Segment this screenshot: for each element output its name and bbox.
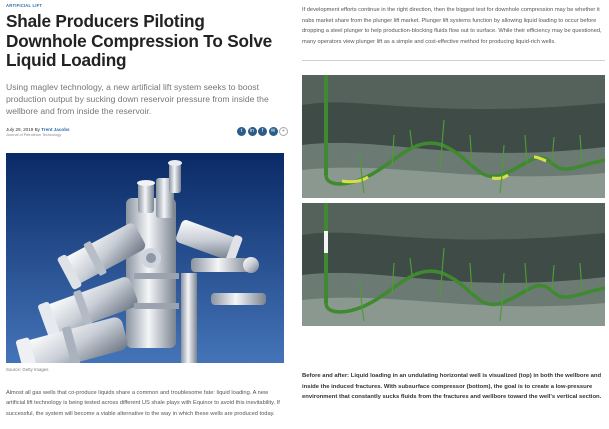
article-title: Shale Producers Piloting Downhole Compression To Solve Liquid Loading [6,11,273,70]
article-left-column [6,0,288,419]
publish-date: July 29, 2019 [6,126,34,132]
wellhead-illustration [6,153,284,363]
more-icon[interactable]: + [279,127,288,136]
article-lede: Using maglev technology, a new artificial lift system seeks to boost production output by sucking down reservoir pressure from inside the wellbore and from inside the reservoir. [6,81,269,116]
body-paragraph: Almost all gas wells that co-produce liquids share a common and troublesome fate: liquid loading. A new artificial lift technology is being tested across different US shale plays with Equinor to avoid this inevitability. If successful, the system will become a viable alternative to the way in which these wells are produced today. [6,389,280,417]
diagram-before-panel [302,75,605,198]
facebook-icon[interactable]: f [258,127,267,136]
article-meta [6,127,288,143]
hero-image [6,153,284,363]
email-icon[interactable]: ✉ [269,127,278,136]
author-link[interactable]: Trent Jacobs [41,126,70,132]
section-divider [302,60,605,61]
category-link[interactable]: ARTIFICIAL LIFT [6,3,43,8]
twitter-icon[interactable]: t [237,127,246,136]
journal-name: Journal of Petroleum Technology [6,132,62,137]
byline-prefix: By [33,126,42,132]
figure-caption: Before and after: Liquid loading in an undulating horizontal well is visualized (top) in both the wellbore and inside the induced fractures. With subsurface compressor (bottom), the goal is to create a low-pressure environment that constantly sucks fluids from the fractures and wellbore toward the well's vertical section. [302,373,602,401]
liquid-loading-diagram [302,75,605,326]
article-right-column [302,0,605,401]
linkedin-icon[interactable]: in [248,127,257,136]
image-source: Source: Getty Images [6,366,49,372]
share-bar [237,127,288,136]
diagram-after-panel [302,203,605,326]
intro-paragraph: If development efforts continue in the right direction, then the biggest test for downhole compression may be whether it nabs market share from the plunger lift market. Plunger lift systems function by allowing liquid loading to occur before dropping a steel plunger to help production-blocking fluids flow out to surface. While their efficiency may be questioned, many operators view plunger lift as a simple and cost-effective method for producing liquid-rich wells. [302,7,602,45]
